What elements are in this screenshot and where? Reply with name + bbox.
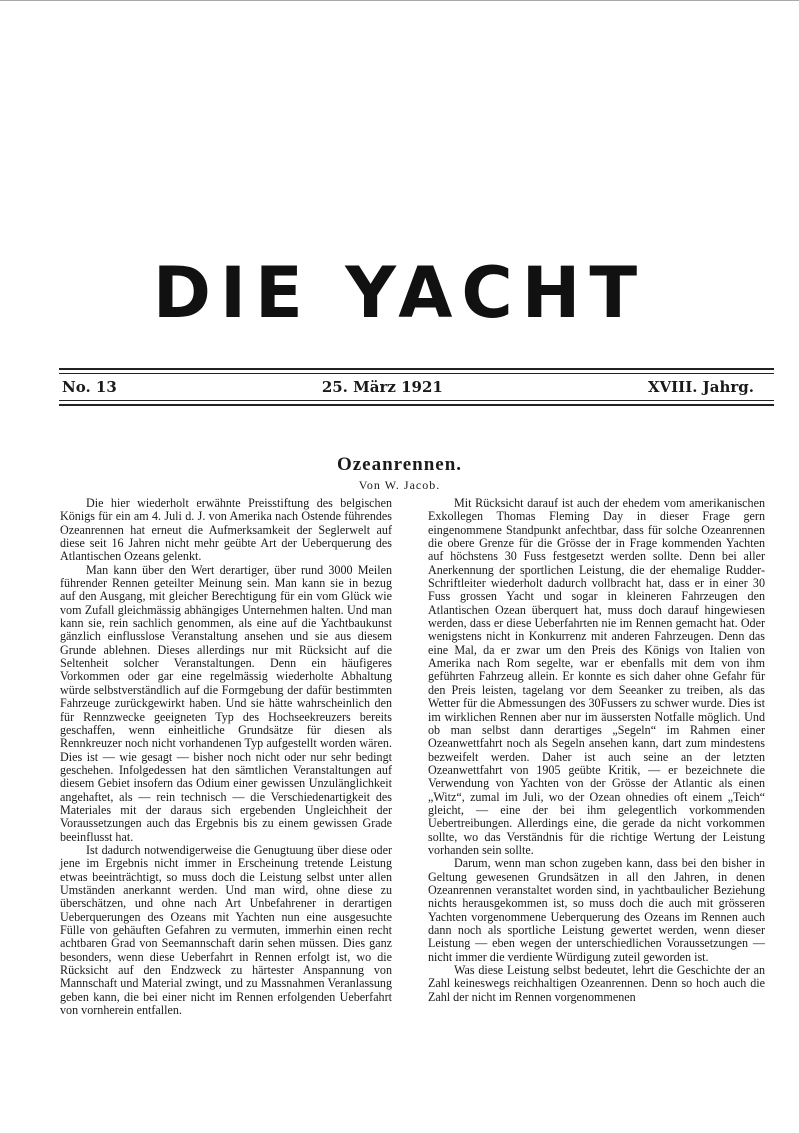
article-byline xyxy=(0,478,799,493)
page-edge xyxy=(0,0,799,4)
paragraph: Darum, wenn man schon zugeben kann, dass bei den bisher in Geltung gewesenen Grundsätzen in all den Jahren, in denen Ozeanrennen veranstaltet worden sind, in yachtbaulicher Beziehung nichts herausgekommen ist, so muss doch die auch mit grösseren Yachten vorgenommene Ueberquerung des Ozeans im Rennen auch dann noch als sportliche Leistung gewertet werden, wenn dieser Leistung — eben wegen der unterschiedlichen Voraussetzungen — nicht immer die verdiente Würdigung zuteil geworden ist. xyxy=(428,856,765,964)
issue-line xyxy=(62,377,754,397)
issue-date: 25. März 1921 xyxy=(321,378,443,396)
paragraph: Die hier wiederholt erwähnte Preisstiftung des belgischen Königs für ein am 4. Juli d. J. von Amerika nach Ostende führendes Ozeanrennen hat erneut die Aufmerksamkeit der Seglerwelt auf diese seit 16 Jahren nicht mehr geübte Art der Ueberquerung des Atlantischen Ozeans gelenkt. xyxy=(60,496,392,564)
header-rule-bottom-thin xyxy=(59,400,774,401)
paragraph: Was diese Leistung selbst bedeutet, lehrt die Geschichte der an Zahl keineswegs reichhaltigen Ozeanrennen. Denn so hoch auch die Zahl der nicht im Rennen vorgenommenen xyxy=(428,963,765,1004)
right-column xyxy=(428,497,765,1004)
header-rule-top-thin xyxy=(59,373,774,374)
article-title: Ozeanrennen. xyxy=(336,454,463,475)
byline-author: W. Jacob. xyxy=(384,478,441,492)
left-column xyxy=(60,497,392,1017)
header-rule-top xyxy=(59,368,774,370)
paragraph: Ist dadurch notwendigerweise die Genugtuung über diese oder jene im Ergebnis nicht immer in Erscheinung tretende Leistung etwas beeinträchtigt, so muss doch die Leistung selbst unter allen Umständen anerkannt werden. Und man wird, ohne diese zu überschätzen, und ohne nach Art Unbefahrener in derartigen Ueberquerungen des Ozeans mit Yachten nun eine ausgesuchte Fülle von gehäuften Gefahren zu vermuten, immerhin einen recht achtbaren Grad von Seemannschaft darin sehen müssen. Dies ganz besonders, wenn diese Ueberfahrt in Rennen erfolgt ist, wo die Rücksicht auf den Endzweck zu härtester Anspannung von Mannschaft und Material zwingt, und zu Massnahmen Veranlassung geben kann, die bei einer nicht im Rennen erfolgenden Ueberfahrt von vornherein entfallen. xyxy=(60,842,392,1018)
issue-year: XVIII. Jahrg. xyxy=(647,378,754,396)
paragraph: Man kann über den Wert derartiger, über rund 3000 Meilen führender Rennen geteilter Meinung sein. Man kann sie in bezug auf den Ausgang, mit gleicher Berechtigung für ein vom Glück wie vom Zufall gleichmässig abhängiges Unternehmen halten. Und man kann sie, rein sachlich genommen, als eine auf die Yachtbaukunst gänzlich einflusslose Veranstaltung ansehen und sie aus diesem Grunde ablehnen. Dieses allerdings nur mit Rücksicht auf die Seltenheit solcher Veranstaltungen. Denn ein häufigeres Vorkommen oder gar eine regelmässig wiederholte Abhaltung würde selbstverständlich auf die Formgebung der dafür bestimmten Fahrzeuge zurückgewirkt haben. Und sie hätte wahrscheinlich den für Rennzwecke geeigneten Typ des Hochseekreuzers bereits geschaffen, wenn einheitliche Grundsätze für diesen als Rennkreuzer noch nicht vorhandenen Typ aufgestellt worden wären. Dies ist — wie gesagt — bisher noch nicht oder nur sehr bedingt geschehen. Infolgedessen hat den sämtlichen Veranstaltungen auf diesem Gebiet insofern das Odium einer gewissen Unzulänglichkeit angehaftet, als — rein technisch — die Verschiedenartigkeit des Materiales mit der daraus sich ergebenden Ungleichheit der Voraussetzungen auch das Ergebnis bis zu einem gewissen Grade beeinflusst hat. xyxy=(60,562,392,844)
issue-number: No. 13 xyxy=(62,378,117,396)
masthead-title: DIE YACHT xyxy=(152,252,647,334)
paragraph: Mit Rücksicht darauf ist auch der ehedem vom amerikanischen Exkollegen Thomas Fleming Day in dieser Frage gern eingenommene Standpunkt anfechtbar, dass für solche Ozeanrennen die obere Grenze für die Grösse der in Frage kommenden Yachten auf höchstens 30 Fuss festgesetzt werden sollte. Denn bei aller Anerkennung der sportlichen Leistung, die der ehemalige Rudder-Schriftleiter wiederholt dadurch vollbracht hat, dass er in einer 30 Fuss grossen Yacht und sogar in kleineren Fahrzeugen den Atlantischen Ozean überquert hat, muss doch darauf hingewiesen werden, dass er diese Ueberfahrten nie im Rennen gemacht hat. Oder wenigstens nicht in Konkurrenz mit anderen Fahrzeugen. Denn das eine Mal, da er zwar um den Preis des Königs von Italien von Amerika nach Rom segelte, war er ebenfalls mit dem von ihm geführten Fahrzeug allein. Er konnte es sich daher ohne Gefahr für den Preis leisten, tagelang vor dem Seeanker zu treiben, als das Wetter für die Abmessungen des 30Fussers zu schwer wurde. Dies ist im wirklichen Rennen aber nur im äussersten Notfalle möglich. Und ob man selbst dann derartiges „Segeln“ im Rahmen einer Ozeanwettfahrt noch als Segeln ansehen kann, dart zum mindestens bezweifelt werden. Daher ist auch seine an der letzten Ozeanwettfahrt von 1905 geübte Kritik, — er bezeichnete die Verwendung von Yachten von der Grösse der Atlantic als einen „Witz“, zumal im Juli, wo der Ozean ohnedies oft einem „Teich“ gleicht, — eine der bei ihm gelegentlich vorkommenden Uebertreibungen. Allerdings eine, die gerade da nicht vorkommen sollte, wo das Verständnis für die richtige Wertung der Leistung vorhanden sein sollte. xyxy=(428,496,765,857)
byline-prefix: Von xyxy=(358,478,381,492)
header-rule-bottom xyxy=(59,404,774,406)
